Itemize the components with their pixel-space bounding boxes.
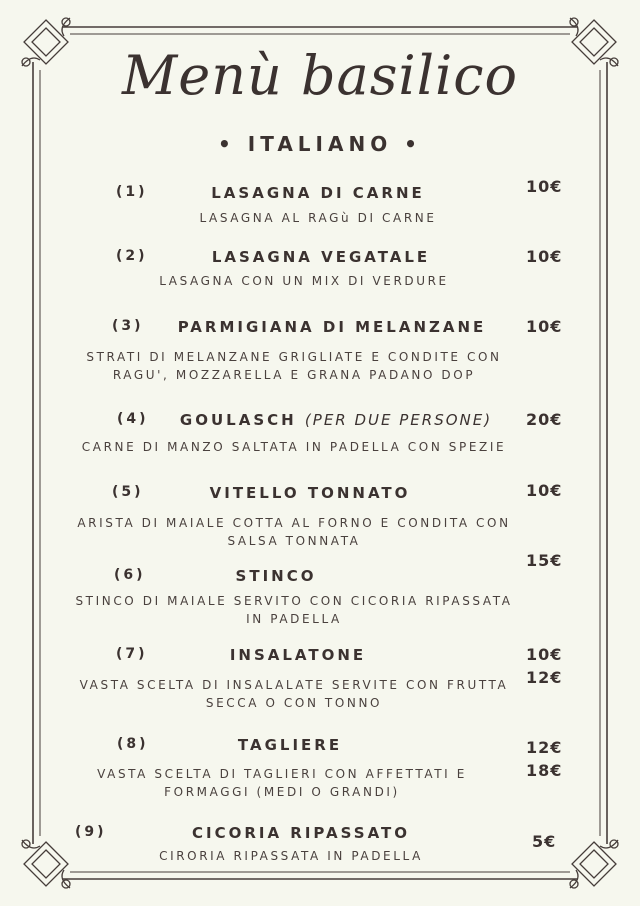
item-number: (7) — [116, 646, 148, 662]
menu-subtitle: • ITALIANO • — [218, 132, 422, 156]
menu-title: Menù basilico — [121, 44, 518, 107]
item-number: (2) — [116, 248, 148, 264]
item-description: CIRORIA RIPASSATA IN PADELLA — [159, 849, 423, 863]
item-description: STINCO DI MAIALE SERVITO CON CICORIA RIPASSATA IN PADELLA — [75, 594, 513, 626]
item-name: GOULASCH (PER DUE PERSONE) — [179, 411, 493, 429]
item-price: 10€ — [526, 317, 563, 336]
item-name: LASAGNA VEGATALE — [211, 248, 431, 266]
item-price: 15€ — [526, 551, 563, 570]
corner-ornament-bottom-left — [18, 836, 74, 892]
item-description: LASAGNA AL RAGù DI CARNE — [199, 211, 437, 225]
item-number: (4) — [117, 411, 149, 427]
item-name: TAGLIERE — [237, 736, 343, 754]
item-description: LASAGNA CON UN MIX DI VERDURE — [159, 274, 449, 288]
item-number: (1) — [116, 184, 148, 200]
corner-ornament-bottom-right — [566, 836, 622, 892]
item-price: 20€ — [526, 410, 563, 429]
item-price: 12€ — [526, 738, 563, 757]
item-price-large: 18€ — [526, 761, 563, 780]
item-name: CICORIA RIPASSATO — [191, 824, 411, 842]
item-number: (8) — [117, 736, 149, 752]
item-description: CARNE DI MANZO SALTATA IN PADELLA CON SPEZIE — [81, 440, 507, 454]
item-name: VITELLO TONNATO — [209, 484, 411, 502]
item-number: (3) — [112, 318, 144, 334]
item-price: 10€ — [526, 645, 563, 664]
item-description: VASTA SCELTA DI TAGLIERI CON AFFETTATI E FORMAGGI (MEDI O GRANDI) — [97, 767, 467, 799]
item-description: STRATI DI MELANZANE GRIGLIATE E CONDITE CON RAGU', MOZZARELLA E GRANA PADANO DOP — [86, 350, 502, 382]
item-price: 5€ — [532, 832, 557, 851]
item-price: 10€ — [526, 481, 563, 500]
item-number: (9) — [75, 824, 107, 840]
item-description: ARISTA DI MAIALE COTTA AL FORNO E CONDITA CON SALSA TONNATA — [77, 516, 511, 548]
item-number: (5) — [112, 484, 144, 500]
item-number: (6) — [114, 567, 146, 583]
item-name: INSALATONE — [229, 646, 367, 664]
item-name: PARMIGIANA DI MELANZANE — [177, 318, 487, 336]
item-name: LASAGNA DI CARNE — [211, 184, 425, 202]
item-description: VASTA SCELTA DI INSALALATE SERVITE CON FRUTTA SECCA O CON TONNO — [79, 678, 509, 710]
item-price: 10€ — [526, 247, 563, 266]
item-price: 10€ — [526, 177, 563, 196]
item-name: STINCO — [235, 567, 317, 585]
item-price-large: 12€ — [526, 668, 563, 687]
